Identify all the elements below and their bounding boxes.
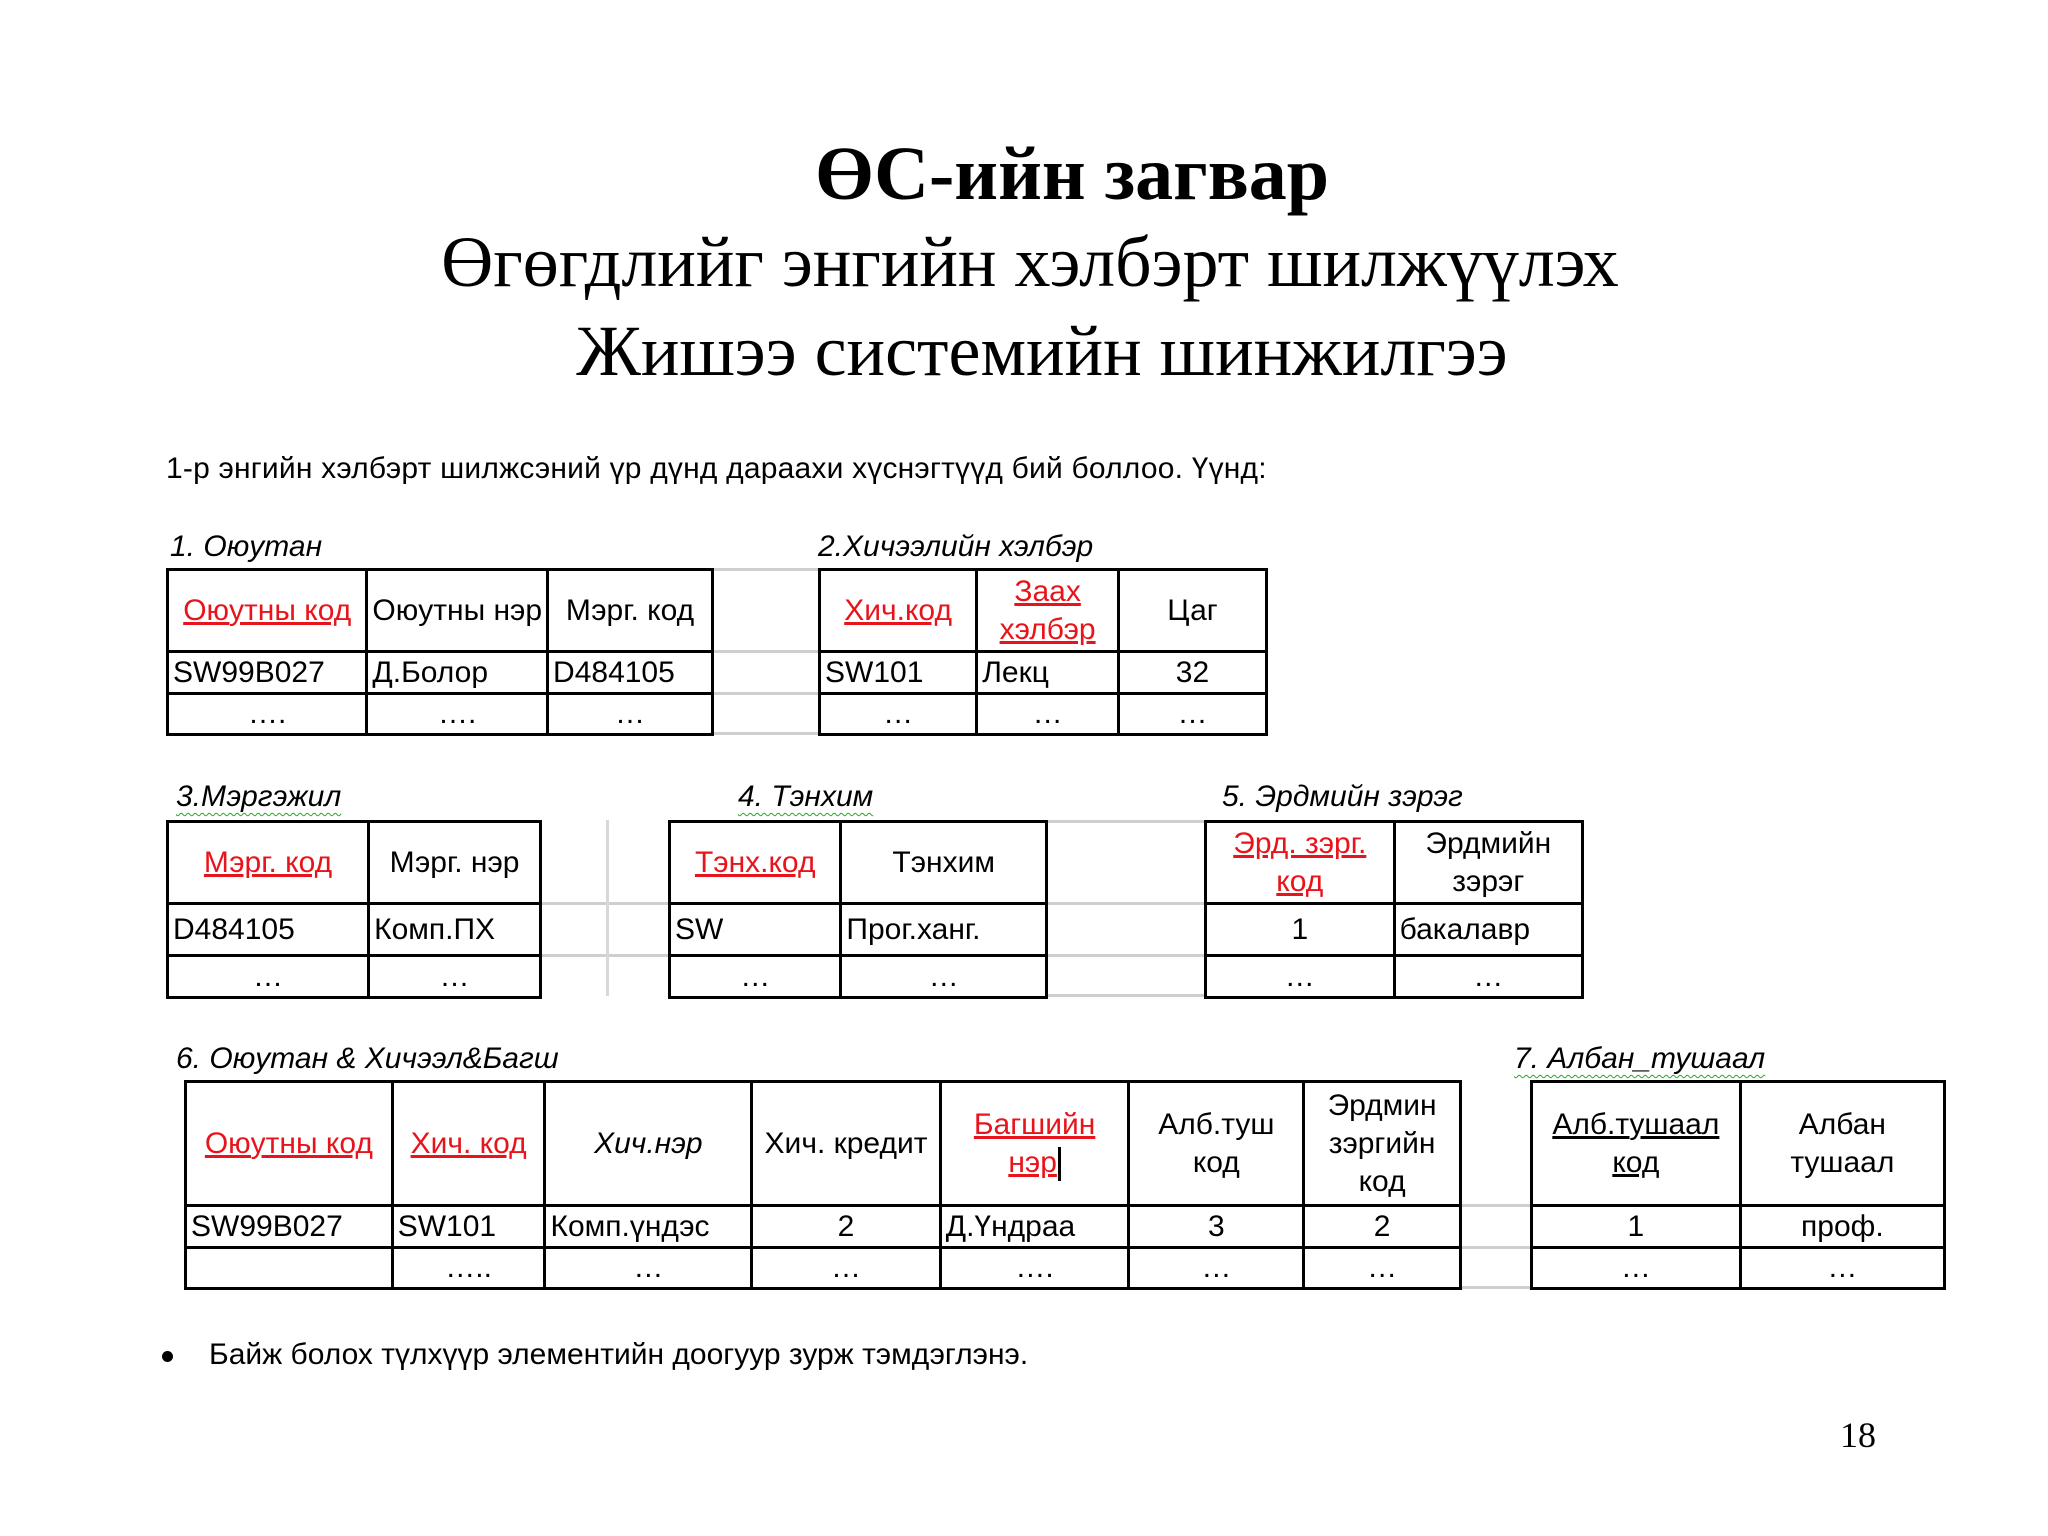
table-3-header-2: Мэрг. нэр — [369, 822, 541, 904]
table-6-header-5 — [940, 1082, 1129, 1206]
table-5-caption: 5. Эрдмийн зэрэг — [1222, 780, 1463, 813]
table-5-degree — [1204, 820, 1584, 999]
table-2-caption: 2.Хичээлийн хэлбэр — [818, 530, 1094, 563]
table-5-cell: 1 — [1206, 904, 1395, 956]
table-1-header-2: Оюутны нэр — [367, 570, 548, 652]
grid-line — [714, 692, 818, 695]
table-6-cell: 2 — [752, 1206, 941, 1248]
table-2-cell: … — [1118, 694, 1266, 735]
table-2-cell: SW101 — [820, 652, 977, 694]
table-7-cell: … — [1740, 1248, 1944, 1289]
table-1-header-1: Оюутны код — [168, 570, 367, 652]
table-1-cell: SW99B027 — [168, 652, 367, 694]
grid-line — [1462, 1246, 1532, 1249]
title-line-3: Жишээ системийн шинжилгээ — [576, 311, 1508, 391]
table-3-cell: … — [168, 956, 369, 998]
table-7-cell: 1 — [1532, 1206, 1741, 1248]
grid-line — [1462, 1204, 1532, 1207]
table-5-cell: бакалавр — [1394, 904, 1582, 956]
title-line-1: ӨС-ийн загвар — [814, 132, 1330, 216]
table-2-header-2: Заах хэлбэр — [977, 570, 1119, 652]
table-6-cell: …. — [940, 1248, 1129, 1289]
table-6-student-lesson-teacher — [184, 1080, 1462, 1290]
grid-line — [1462, 1286, 1532, 1289]
table-6-cell: … — [545, 1248, 752, 1289]
table-6-cell: SW99B027 — [186, 1206, 393, 1248]
table-2-cell: … — [977, 694, 1119, 735]
table-6-cell: 2 — [1304, 1206, 1461, 1248]
table-3-cell: D484105 — [168, 904, 369, 956]
text-cursor — [1058, 1147, 1061, 1181]
table-5-cell: … — [1394, 956, 1582, 998]
table-1-student — [166, 568, 714, 736]
table-6-header-6: Алб.туш код — [1129, 1082, 1304, 1206]
grid-line — [1048, 954, 1204, 957]
table-6-cell: … — [752, 1248, 941, 1289]
table-1-cell: …. — [367, 694, 548, 735]
grid-line — [714, 650, 818, 653]
table-1-cell: … — [548, 694, 713, 735]
table-1-caption: 1. Оюутан — [170, 530, 323, 563]
table-6-cell: … — [1129, 1248, 1304, 1289]
table-7-cell: проф. — [1740, 1206, 1944, 1248]
table-4-department — [668, 820, 1048, 999]
table-2-cell: … — [820, 694, 977, 735]
table-4-cell: Прог.ханг. — [841, 904, 1047, 956]
grid-line — [606, 820, 609, 996]
table-7-caption: 7. Албан_тушаал — [1514, 1042, 1766, 1075]
table-4-cell: SW — [670, 904, 841, 956]
table-4-caption: 4. Тэнхим — [738, 780, 874, 813]
table-7-cell: … — [1532, 1248, 1741, 1289]
page-number: 18 — [1840, 1415, 1876, 1455]
table-6-header-1: Оюутны код — [186, 1082, 393, 1206]
table-6-cell: 3 — [1129, 1206, 1304, 1248]
table-1-header-3: Мэрг. код — [548, 570, 713, 652]
slide-title — [0, 130, 2048, 396]
bullet-note — [162, 1338, 1028, 1372]
table-3-caption: 3.Мэргэжил — [176, 780, 342, 813]
table-2-cell: Лекц — [977, 652, 1119, 694]
table-1-cell: Д.Болор — [367, 652, 548, 694]
table-6-cell: Комп.үндэс — [545, 1206, 752, 1248]
table-7-position — [1530, 1080, 1946, 1290]
table-2-header-1: Хич.код — [820, 570, 977, 652]
bullet-dot-icon — [162, 1351, 173, 1362]
table-2-cell: 32 — [1118, 652, 1266, 694]
table-5-header-1: Эрд. зэрг. код — [1206, 822, 1395, 904]
title-line-2: Өгөгдлийг энгийн хэлбэрт шилжүүлэх — [441, 222, 1619, 302]
table-6-header-3: Хич.нэр — [545, 1082, 752, 1206]
table-6-cell — [186, 1248, 393, 1289]
table-4-cell: … — [670, 956, 841, 998]
table-5-header-2: Эрдмийн зэрэг — [1394, 822, 1582, 904]
table-6-header-2: Хич. код — [392, 1082, 545, 1206]
bullet-text: Байж болох түлхүүр элементийн доогуур зурж тэмдэглэнэ. — [209, 1338, 1029, 1371]
table-6-cell: SW101 — [392, 1206, 545, 1248]
table-3-header-1: Мэрг. код — [168, 822, 369, 904]
table-4-header-2: Тэнхим — [841, 822, 1047, 904]
table-7-header-2: Албан тушаал — [1740, 1082, 1944, 1206]
table-6-cell: … — [1304, 1248, 1461, 1289]
table-4-cell: … — [841, 956, 1047, 998]
table-2-lesson-type — [818, 568, 1268, 736]
table-2-header-3: Цаг — [1118, 570, 1266, 652]
table-6-cell: Д.Үндраа — [940, 1206, 1129, 1248]
table-6-cell: ….. — [392, 1248, 545, 1289]
table-7-header-1: Алб.тушаал код — [1532, 1082, 1741, 1206]
grid-line — [1048, 902, 1204, 905]
table-1-cell: …. — [168, 694, 367, 735]
table-3-profession — [166, 820, 542, 999]
table-6-header-5-text: Багшийн нэр — [973, 1107, 1096, 1179]
table-3-cell: … — [369, 956, 541, 998]
intro-text: 1-р энгийн хэлбэрт шилжсэний үр дүнд дараахи хүснэгтүүд бий боллоо. Үүнд: — [166, 452, 1267, 485]
grid-line — [714, 568, 818, 571]
table-6-caption: 6. Оюутан & Хичээл&Багш — [176, 1042, 559, 1075]
grid-line — [542, 954, 668, 957]
grid-line — [1048, 994, 1204, 997]
table-6-header-4: Хич. кредит — [752, 1082, 941, 1206]
grid-line — [1048, 820, 1204, 823]
table-5-cell: … — [1206, 956, 1395, 998]
grid-line — [542, 902, 668, 905]
table-3-cell: Комп.ПХ — [369, 904, 541, 956]
grid-line — [714, 732, 818, 735]
table-4-header-1: Тэнх.код — [670, 822, 841, 904]
table-6-header-7: Эрдмин зэргийн код — [1304, 1082, 1461, 1206]
table-1-cell: D484105 — [548, 652, 713, 694]
